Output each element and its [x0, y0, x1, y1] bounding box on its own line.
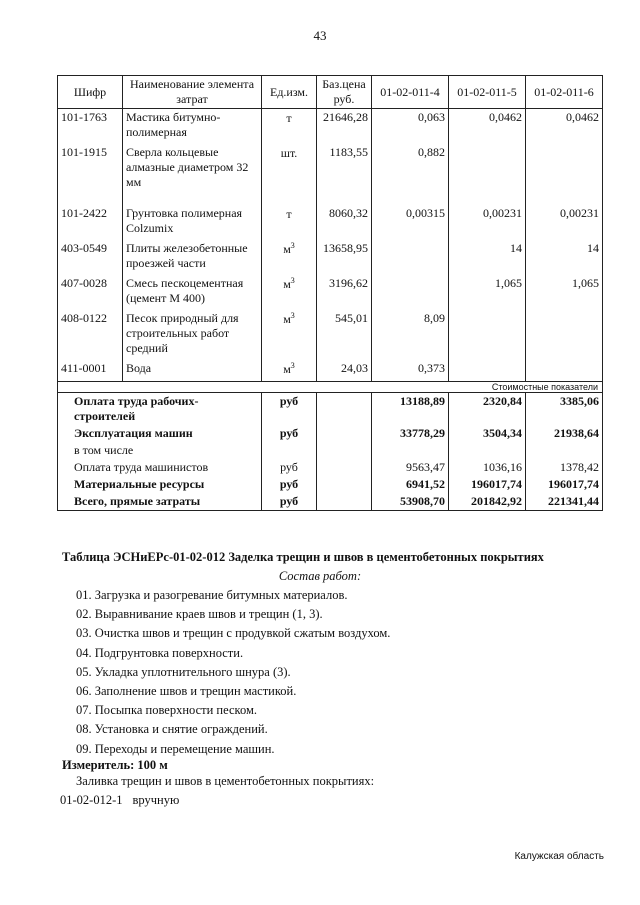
row-value-6 [526, 144, 603, 205]
unit-text: т [286, 207, 292, 221]
row-unit [262, 360, 317, 382]
work-step: 08. Установка и снятие ограждений. [76, 722, 268, 737]
unit-text: м [283, 242, 291, 256]
summary-name: Оплата труда рабочих-строителей [58, 393, 262, 426]
header-col-5: 01-02-011-5 [449, 76, 526, 109]
row-value-6 [526, 360, 603, 382]
row-value-6: 14 [526, 240, 603, 275]
summary-unit: руб [262, 425, 317, 442]
table-row [58, 144, 603, 205]
work-step: 01. Загрузка и разогревание битумных материалов. [76, 588, 348, 602]
rate-code: 01-02-012-1 [60, 793, 123, 807]
summary-unit: руб [262, 476, 317, 493]
summary-value-4: 9563,47 [372, 459, 449, 476]
row-value-5 [449, 144, 526, 205]
table-row [58, 275, 603, 310]
unit-text: м [283, 362, 291, 376]
unit-text: шт. [280, 146, 298, 160]
table-row [58, 240, 603, 275]
row-unit [262, 240, 317, 275]
row-code: 101-1763 [58, 109, 123, 145]
table-header-row [58, 76, 603, 109]
summary-unit [262, 442, 317, 459]
summary-row [58, 442, 603, 459]
row-code: 101-1915 [58, 144, 123, 205]
summary-value-6: 21938,64 [526, 425, 603, 442]
row-unit [262, 144, 317, 205]
row-value-4: 0,00315 [372, 205, 449, 240]
row-name: Смесь пескоцементная (цемент М 400) [123, 275, 262, 310]
summary-row [58, 393, 603, 426]
header-base-price: Баз.цена руб. [317, 76, 372, 109]
row-value-4 [372, 240, 449, 275]
work-step: 04. Подгрунтовка поверхности. [76, 645, 244, 660]
summary-row [58, 459, 603, 476]
footer-region: Калужская область [514, 851, 604, 862]
header-col-6: 01-02-011-6 [526, 76, 603, 109]
summary-empty [317, 493, 372, 511]
page-number: 43 [313, 28, 327, 43]
row-base-price: 13658,95 [317, 240, 372, 275]
work-step: 09. Переходы и перемещение машин. [76, 741, 275, 756]
row-code: 403-0549 [58, 240, 123, 275]
summary-name: Материальные ресурсы [58, 476, 262, 493]
summary-value-6 [526, 442, 603, 459]
row-name: Вода [123, 360, 262, 382]
summary-row [58, 476, 603, 493]
row-value-4: 0,373 [372, 360, 449, 382]
unit-text: т [286, 111, 292, 125]
summary-value-4: 33778,29 [372, 425, 449, 442]
row-base-price: 1183,55 [317, 144, 372, 205]
row-name: Песок природный для строительных работ средний [123, 310, 262, 360]
summary-value-5: 3504,34 [449, 425, 526, 442]
summary-value-5: 2320,84 [449, 393, 526, 426]
table-row [58, 205, 603, 240]
section-description: Заливка трещин и швов в цементобетонных покрытиях: [76, 774, 375, 788]
row-unit [262, 310, 317, 360]
resource-table [57, 75, 603, 511]
section-title: Таблица ЭСНиЕРс-01-02-012 Заделка трещин и швов в цементобетонных покрытиях [62, 550, 544, 564]
row-base-price: 3196,62 [317, 275, 372, 310]
row-value-5: 1,065 [449, 275, 526, 310]
summary-name: Эксплуатация машин [58, 425, 262, 442]
summary-name: Всего, прямые затраты [58, 493, 262, 511]
header-unit: Ед.изм. [262, 76, 317, 109]
row-code: 411-0001 [58, 360, 123, 382]
rate-code-line [60, 793, 179, 808]
unit-superscript: 3 [290, 311, 295, 320]
summary-unit: руб [262, 393, 317, 426]
header-name: Наименование элемента затрат [123, 76, 262, 109]
rate-code-label: вручную [132, 793, 180, 807]
table-row [58, 360, 603, 382]
row-value-6: 0,00231 [526, 205, 603, 240]
work-step: 03. Очистка швов и трещин с продувкой сжатым воздухом. [76, 626, 391, 641]
summary-empty [317, 476, 372, 493]
summary-value-4: 53908,70 [372, 493, 449, 511]
row-base-price: 24,03 [317, 360, 372, 382]
summary-unit: руб [262, 459, 317, 476]
row-code: 101-2422 [58, 205, 123, 240]
work-step: 07. Посыпка поверхности песком. [76, 703, 258, 718]
measure-unit: Измеритель: 100 м [62, 758, 168, 772]
row-value-5: 0,00231 [449, 205, 526, 240]
summary-value-5: 201842,92 [449, 493, 526, 511]
row-value-5 [449, 310, 526, 360]
summary-name: Оплата труда машинистов [58, 459, 262, 476]
row-code: 407-0028 [58, 275, 123, 310]
summary-value-5 [449, 442, 526, 459]
header-code: Шифр [58, 76, 123, 109]
summary-empty [317, 442, 372, 459]
table-row [58, 310, 603, 360]
header-col-4: 01-02-011-4 [372, 76, 449, 109]
summary-row [58, 493, 603, 511]
row-value-4 [372, 275, 449, 310]
unit-text: м [283, 312, 291, 326]
row-value-5 [449, 360, 526, 382]
row-name: Грунтовка полимерная Colzumix [123, 205, 262, 240]
row-value-6 [526, 310, 603, 360]
row-base-price: 8060,32 [317, 205, 372, 240]
summary-value-6: 221341,44 [526, 493, 603, 511]
row-code: 408-0122 [58, 310, 123, 360]
row-unit [262, 205, 317, 240]
summary-value-5: 1036,16 [449, 459, 526, 476]
work-step: 05. Укладка уплотнительного шнура (3). [76, 664, 291, 679]
work-steps-list [76, 586, 390, 759]
row-value-5: 0,0462 [449, 109, 526, 145]
row-name: Мастика битумно-полимерная [123, 109, 262, 145]
row-name: Плиты железобетонные проезжей части [123, 240, 262, 275]
row-unit [262, 109, 317, 145]
section-subtitle: Состав работ: [278, 569, 362, 583]
row-base-price: 21646,28 [317, 109, 372, 145]
row-value-4: 0,063 [372, 109, 449, 145]
row-value-4: 0,882 [372, 144, 449, 205]
summary-value-4: 6941,52 [372, 476, 449, 493]
work-step: 06. Заполнение швов и трещин мастикой. [76, 684, 297, 699]
summary-empty [317, 393, 372, 426]
unit-superscript: 3 [290, 241, 295, 250]
table-row [58, 109, 603, 145]
summary-value-6: 1378,42 [526, 459, 603, 476]
summary-value-6: 196017,74 [526, 476, 603, 493]
cost-indicators-label: Стоимостные показатели [58, 382, 603, 393]
row-value-4: 8,09 [372, 310, 449, 360]
row-value-6: 0,0462 [526, 109, 603, 145]
row-value-5: 14 [449, 240, 526, 275]
unit-superscript: 3 [290, 276, 295, 285]
summary-empty [317, 459, 372, 476]
summary-row [58, 425, 603, 442]
row-unit [262, 275, 317, 310]
summary-value-6: 3385,06 [526, 393, 603, 426]
unit-superscript: 3 [290, 361, 295, 370]
summary-name: в том числе [58, 442, 262, 459]
summary-value-4 [372, 442, 449, 459]
row-base-price: 545,01 [317, 310, 372, 360]
summary-value-4: 13188,89 [372, 393, 449, 426]
summary-empty [317, 425, 372, 442]
cost-indicators-row [58, 382, 603, 393]
row-name: Сверла кольцевые алмазные диаметром 32 мм [123, 144, 262, 205]
summary-unit: руб [262, 493, 317, 511]
summary-value-5: 196017,74 [449, 476, 526, 493]
row-value-6: 1,065 [526, 275, 603, 310]
unit-text: м [283, 277, 291, 291]
work-step: 02. Выравнивание краев швов и трещин (1, 3). [76, 607, 323, 622]
